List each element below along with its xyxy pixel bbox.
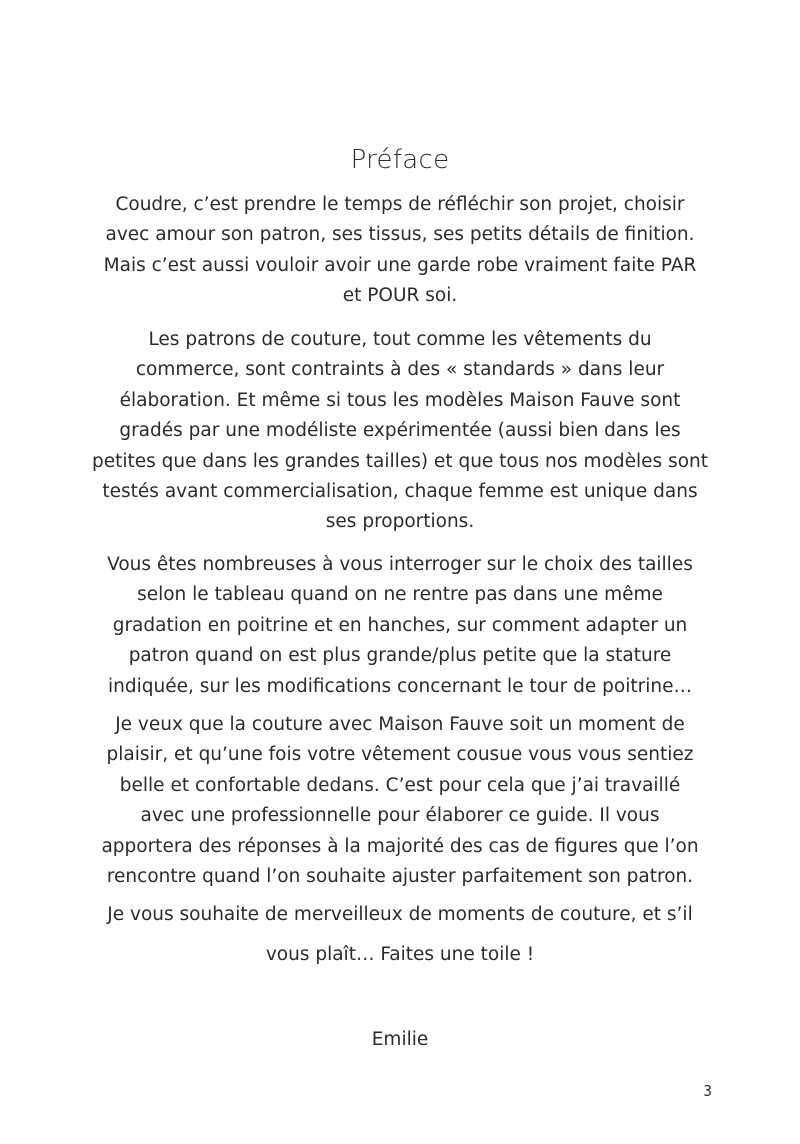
paragraph-line: petites que dans les grandes tailles) et que tous nos modèles sont [91, 450, 709, 472]
paragraph-line: Coudre, c’est prendre le temps de réfléchir son projet, choisir [115, 194, 685, 215]
paragraph-line: ses proportions. [325, 511, 475, 533]
paragraph-line: avec amour son patron, ses tissus, ses petits détails de finition. [105, 224, 695, 246]
page-title: Préface [350, 145, 450, 175]
paragraph-intro [0, 190, 800, 312]
paragraph-line: Je vous souhaite de merveilleux de moments de couture, et s’il [107, 904, 693, 925]
paragraph-line: patron quand on est plus grande/plus petite que la stature [128, 645, 672, 667]
signature: Emilie [371, 1029, 429, 1050]
paragraph-line: apportera des réponses à la majorité des cas de figures que l’on [101, 835, 699, 857]
paragraph-line: rencontre quand l’on souhaite ajuster parfaitement son patron. [106, 866, 694, 888]
paragraph-line: commerce, sont contraints à des « standards » dans leur [135, 359, 665, 381]
paragraph-line: vous plaît… Faites une toile ! [265, 944, 535, 966]
paragraph-questions [0, 550, 800, 702]
paragraph-line: Je veux que la couture avec Maison Fauve soit un moment de [115, 714, 685, 735]
paragraph-line: avec une professionnelle pour élaborer ce guide. Il vous [140, 805, 660, 827]
paragraph-line: testés avant commercialisation, chaque femme est unique dans [102, 481, 698, 503]
paragraph-guide [0, 710, 800, 892]
paragraph-line: gradés par une modéliste expérimentée (aussi bien dans les [119, 420, 681, 442]
paragraph-line: élaboration. Et même si tous les modèles Maison Fauve sont [119, 389, 681, 411]
paragraph-standards [0, 325, 800, 538]
paragraph-line: Les patrons de couture, tout comme les vêtements du [148, 329, 652, 350]
paragraph-line: gradation en poitrine et en hanches, sur comment adapter un [112, 614, 688, 636]
page-number: 3 [703, 1082, 712, 1100]
paragraph-line: Vous êtes nombreuses à vous interroger sur le choix des tailles [107, 554, 693, 575]
paragraph-line: plaisir, et qu’une fois votre vêtement cousue vous vous sentiez [106, 744, 694, 766]
paragraph-line: et POUR soi. [342, 285, 458, 307]
paragraph-line: belle et confortable dedans. C’est pour cela que j’ai travaillé [119, 774, 681, 796]
paragraph-closing [0, 900, 800, 971]
paragraph-line: selon le tableau quand on ne rentre pas dans une même [137, 584, 663, 606]
paragraph-line: Mais c’est aussi vouloir avoir une garde robe vraiment faite PAR [103, 254, 697, 276]
paragraph-line: indiquée, sur les modifications concernant le tour de poitrine… [108, 675, 692, 697]
